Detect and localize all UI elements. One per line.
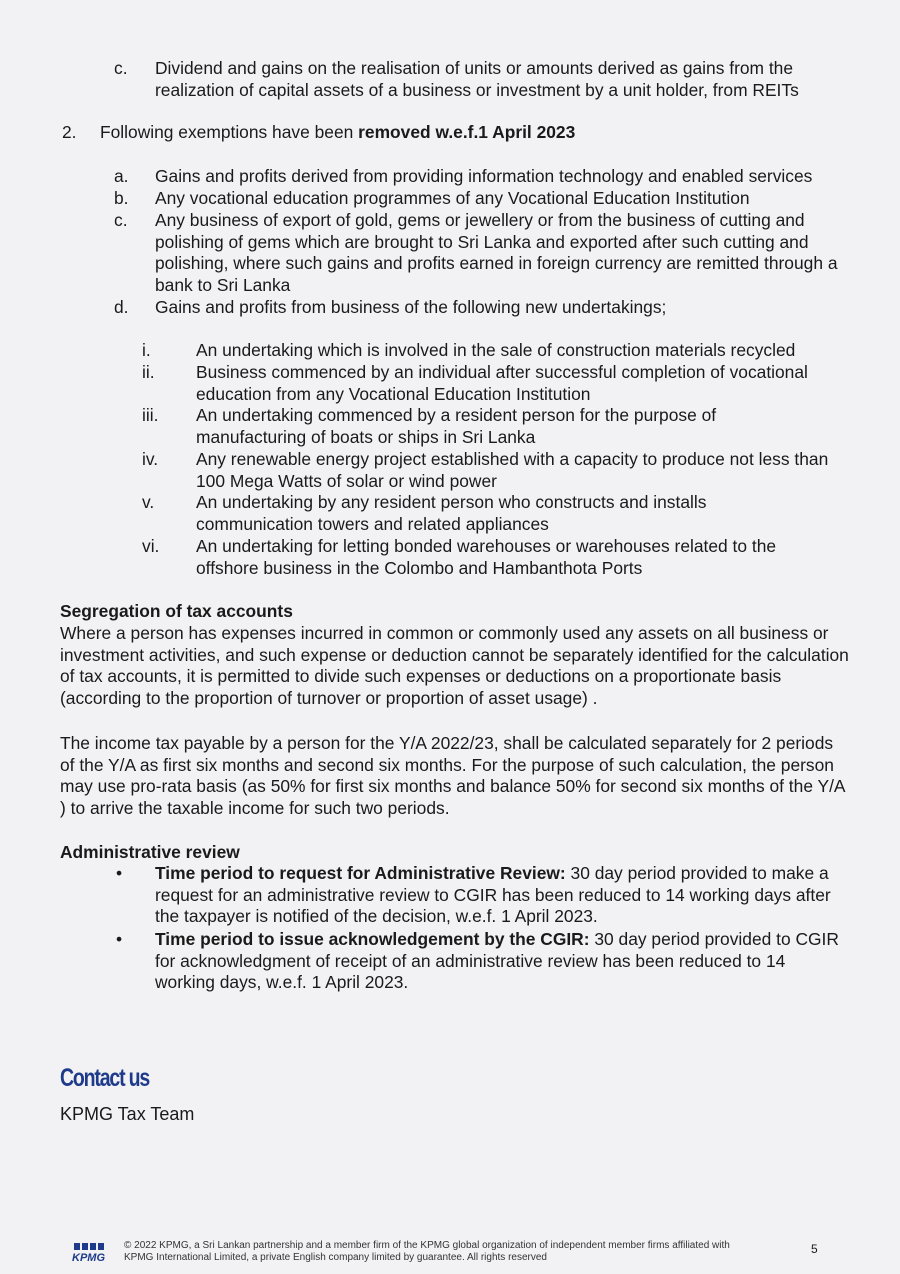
list-marker: a. — [114, 166, 129, 186]
list-text: An undertaking commenced by a resident person for the purpose of manufacturing of boats or ships in Sri Lanka — [196, 405, 717, 447]
emphasis-text: Time period to request for Administrative Review: — [155, 863, 566, 883]
list-text: Gains and profits from business of the following new undertakings; — [155, 297, 667, 317]
list-marker: ii. — [142, 362, 155, 382]
section-heading: Administrative review — [60, 842, 240, 862]
list-marker: c. — [114, 58, 128, 78]
list-marker: b. — [114, 188, 129, 208]
list-item — [0, 929, 900, 995]
section-heading: Segregation of tax accounts — [60, 601, 293, 621]
list-item — [0, 297, 900, 319]
page-number: 5 — [811, 1242, 818, 1256]
list-marker: v. — [142, 492, 155, 512]
list-text: Gains and profits derived from providing information technology and enabled services — [155, 166, 813, 186]
list-item — [0, 122, 900, 144]
bullet: • — [116, 929, 123, 949]
list-text: Any renewable energy project established with a capacity to produce not less than 100 Mega Watts of solar or wind power — [196, 449, 829, 491]
kpmg-logo-icon — [72, 1243, 108, 1263]
list-item — [0, 340, 900, 362]
svg-text:KPMG: KPMG — [72, 1252, 105, 1263]
list-text: An undertaking by any resident person who constructs and installs communication towers and related appliances — [196, 492, 707, 534]
copyright-text: © 2022 KPMG, a Sri Lankan partnership and a member firm of the KPMG global organization of independent member firms affiliated with KPMG International Limited, a private English company limited by guarantee. All rights reserved — [124, 1240, 730, 1263]
list-marker: iii. — [142, 405, 159, 425]
list-item — [0, 405, 900, 449]
list-text: An undertaking which is involved in the sale of construction materials recycled — [196, 340, 796, 360]
list-item — [0, 362, 900, 406]
list-item — [0, 863, 900, 929]
emphasis-text: removed w.e.f.1 April 2023 — [358, 122, 576, 142]
list-text: Time period to issue acknowledgement by the CGIR: 30 day period provided to CGIR for acknowledgment of receipt of an administrative review has been reduced to 14 working days, w.e.f. 1 April 2023. — [155, 929, 839, 993]
list-item — [0, 210, 900, 298]
contact-heading: Contact us — [60, 1064, 150, 1092]
list-item — [0, 166, 900, 188]
emphasis-text: Time period to issue acknowledgement by the CGIR: — [155, 929, 590, 949]
paragraph: The income tax payable by a person for the Y/A 2022/23, shall be calculated separately for 2 periods of the Y/A as first six months and second six months. For the purpose of such calculation, the person may use pro-rata basis (as 50% for first six months and balance 50% for second six months of the Y/A ) to arrive the taxable income for such two periods. — [60, 733, 845, 818]
list-item — [0, 536, 900, 580]
list-text: Dividend and gains on the realisation of units or amounts derived as gains from the realization of capital assets of a business or investment by a unit holder, from REITs — [155, 58, 799, 100]
list-item — [0, 58, 900, 102]
list-marker: vi. — [142, 536, 160, 556]
list-text: Business commenced by an individual after successful completion of vocational education from any Vocational Education Institution — [196, 362, 808, 404]
list-marker: iv. — [142, 449, 159, 469]
contact-name: KPMG Tax Team — [60, 1104, 195, 1124]
list-text: Time period to request for Administrative Review: 30 day period provided to make a request for an administrative review to CGIR has been reduced to 14 working days after the taxpayer is notified of the decision, w.e.f. 1 April 2023. — [155, 863, 831, 927]
list-marker: i. — [142, 340, 151, 360]
list-item — [0, 492, 900, 536]
paragraph: Where a person has expenses incurred in common or commonly used any assets on all business or investment activities, and such expense or deduction cannot be separately identified for the calculation of tax accounts, it is permitted to divide such expenses or deductions on a proportionate basis (according to the proportion of turnover or proportion of asset usage) . — [60, 623, 849, 708]
list-marker: c. — [114, 210, 128, 230]
list-text: Any business of export of gold, gems or jewellery or from the business of cutting and polishing of gems which are brought to Sri Lanka and exported after such cutting and polishing, where such gains and profits earned in foreign currency are remitted through a bank to Sri Lanka — [155, 210, 838, 295]
list-marker: 2. — [62, 122, 77, 142]
bullet: • — [116, 863, 123, 883]
list-item — [0, 188, 900, 210]
list-text: Any vocational education programmes of any Vocational Education Institution — [155, 188, 750, 208]
list-text: An undertaking for letting bonded warehouses or warehouses related to the offshore business in the Colombo and Hambanthota Ports — [196, 536, 777, 578]
list-item — [0, 449, 900, 493]
list-text: Following exemptions have been removed w.e.f.1 April 2023 — [100, 122, 576, 142]
list-marker: d. — [114, 297, 129, 317]
